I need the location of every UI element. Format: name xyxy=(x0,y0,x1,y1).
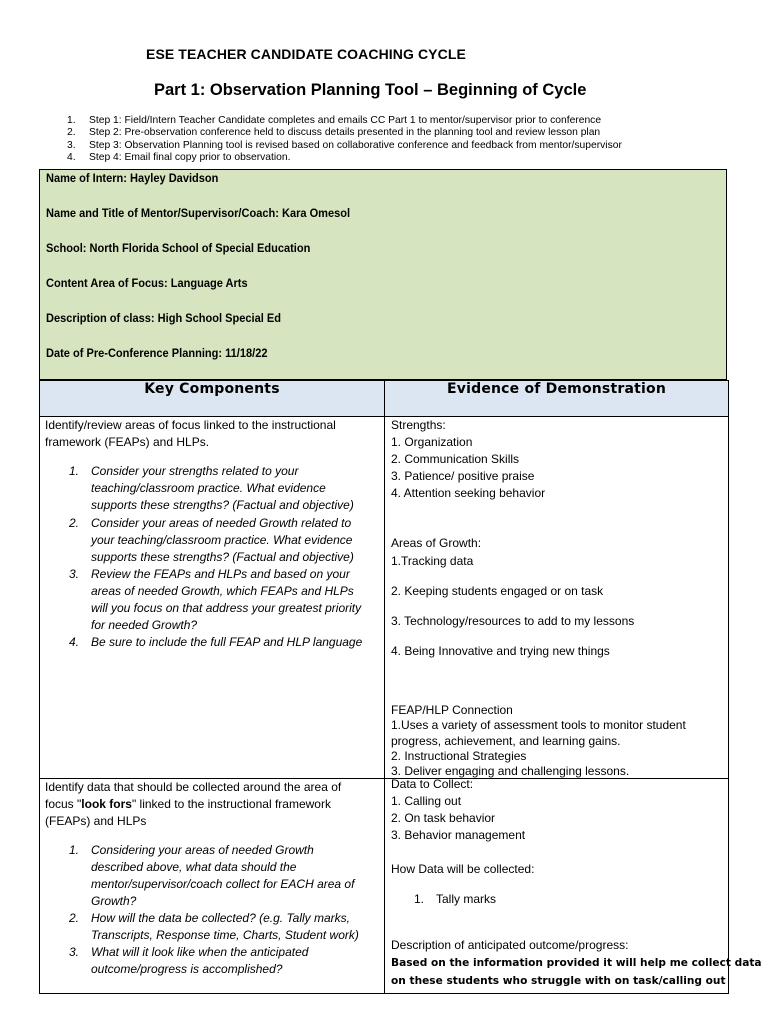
prompt-text: (FEAPs) and HLPs xyxy=(45,814,147,828)
strength-item: 1. Organization xyxy=(391,435,473,449)
step-item xyxy=(67,140,622,152)
how-label: How Data will be collected: xyxy=(391,862,535,876)
step-text: Step 2: Pre-observation conference held to discuss details presented in the planning tool and review lesson plan xyxy=(89,127,601,139)
focus-areas-evidence-cell xyxy=(385,417,729,779)
prompt-item-text: outcome/progress is accomplished? xyxy=(91,962,283,976)
prompt-item-text: Transcripts, Response time, Charts, Student work) xyxy=(91,928,359,942)
look-fors-bold: look fors xyxy=(81,797,132,811)
step-text: Step 3: Observation Planning tool is revised based on collaborative conference and feedback from mentor/supervisor xyxy=(89,139,622,151)
prompt-item-text: teaching/classroom practice. What evidence xyxy=(91,481,326,495)
prompt-item-text: for needed Growth? xyxy=(91,618,198,632)
outcome-text: Based on the information provided it will help me collect data xyxy=(391,957,762,969)
prompt-item-text: Growth? xyxy=(91,894,137,908)
strength-item: 2. Communication Skills xyxy=(391,452,520,466)
prompt-item-text: described above, what data should the xyxy=(91,860,297,874)
step-item xyxy=(67,152,622,164)
data-label: Data to Collect: xyxy=(391,777,474,791)
prompt-item-text: Consider your areas of needed Growth related to xyxy=(91,516,352,530)
step-item xyxy=(67,127,622,139)
feap-item: 1.Uses a variety of assessment tools to monitor student xyxy=(391,718,686,732)
prompt-item-number: 1. xyxy=(69,843,80,857)
steps-list xyxy=(67,115,622,165)
feap-item: progress, achievement, and learning gains. xyxy=(391,734,621,748)
outcome-label: Description of anticipated outcome/progress: xyxy=(391,938,629,952)
key-components-header: Key Components xyxy=(40,381,385,417)
step-number: 1. xyxy=(67,115,76,126)
evidence-header: Evidence of Demonstration xyxy=(385,381,729,417)
prompt-item-text: Consider your strengths related to your xyxy=(91,464,299,478)
data-item: 3. Behavior management xyxy=(391,828,526,842)
growth-label: Areas of Growth: xyxy=(391,536,482,550)
data-item: 2. On task behavior xyxy=(391,811,496,825)
prompt-item-text: Be sure to include the full FEAP and HLP language xyxy=(91,635,363,649)
table-row xyxy=(40,779,729,994)
prompt-item-number: 3. xyxy=(69,567,80,581)
prompt-item-text: supports these strengths? (Factual and objective) xyxy=(91,498,354,512)
document-title: ESE TEACHER CANDIDATE COACHING CYCLE xyxy=(146,46,466,62)
step-item xyxy=(67,115,622,127)
feap-label: FEAP/HLP Connection xyxy=(391,703,513,717)
data-collection-prompt-cell xyxy=(40,779,385,994)
table-header-row xyxy=(40,381,729,417)
prompt-item-text: supports these strengths? (Factual and objective) xyxy=(91,550,354,564)
candidate-info-box xyxy=(39,169,727,380)
how-item-number: 1. xyxy=(414,892,425,906)
prompt-item-text: How will the data be collected? (e.g. Tally marks, xyxy=(91,911,351,925)
step-number: 3. xyxy=(67,139,76,151)
intern-name: Name of Intern: Hayley Davidson xyxy=(46,171,219,185)
prompt-item-text: will you focus on that address your greatest priority xyxy=(91,601,362,615)
step-number: 2. xyxy=(67,127,76,139)
prompt-item-text: mentor/supervisor/coach collect for EACH area of xyxy=(91,877,355,891)
step-text: Step 4: Email final copy prior to observation. xyxy=(89,152,291,164)
prompt-item-number: 2. xyxy=(69,516,80,530)
data-item: 1. Calling out xyxy=(391,794,462,808)
prompt-item-number: 2. xyxy=(69,911,80,925)
growth-item: 4. Being Innovative and trying new things xyxy=(391,644,610,658)
prompt-item-text: your teaching/classroom practice. What evidence xyxy=(91,533,353,547)
mentor-name: Name and Title of Mentor/Supervisor/Coach: Kara Omesol xyxy=(46,206,351,220)
step-number: 4. xyxy=(67,152,76,164)
prompt-item-number: 3. xyxy=(69,945,80,959)
prompt-text: framework (FEAPs) and HLPs. xyxy=(45,435,210,449)
how-item: Tally marks xyxy=(436,892,497,906)
class-description: Description of class: High School Special Ed xyxy=(46,311,281,325)
prompt-text: Identify/review areas of focus linked to the instructional xyxy=(45,418,336,432)
prompt-item-number: 1. xyxy=(69,464,80,478)
prompt-item-text: areas of needed Growth, which FEAPs and HLPs xyxy=(91,584,354,598)
school-name: School: North Florida School of Special Education xyxy=(46,241,311,255)
data-collection-evidence-cell xyxy=(385,777,762,994)
prompt-item-text: Review the FEAPs and HLPs and based on your xyxy=(91,567,350,581)
growth-item: 1.Tracking data xyxy=(391,554,474,568)
strengths-label: Strengths: xyxy=(391,418,446,432)
prompt-text-part: focus " xyxy=(45,797,82,811)
feap-item: 3. Deliver engaging and challenging lessons. xyxy=(391,764,630,778)
prompt-text: Identify data that should be collected around the area of xyxy=(45,780,342,794)
prompt-item-number: 4. xyxy=(69,635,80,649)
content-area: Content Area of Focus: Language Arts xyxy=(46,276,248,290)
coaching-table xyxy=(39,380,762,994)
prompt-item-text: What will it look like when the anticipated xyxy=(91,945,309,959)
table-row xyxy=(40,417,729,779)
feap-item: 2. Instructional Strategies xyxy=(391,749,527,763)
growth-item: 3. Technology/resources to add to my lessons xyxy=(391,614,635,628)
step-text: Step 1: Field/Intern Teacher Candidate completes and emails CC Part 1 to mentor/supervisor prior to conference xyxy=(89,115,602,126)
outcome-text: on these students who struggle with on task/calling out xyxy=(391,975,726,987)
prompt-text-part: " linked to the instructional framework xyxy=(131,797,331,811)
growth-item: 2. Keeping students engaged or on task xyxy=(391,584,604,598)
strength-item: 3. Patience/ positive praise xyxy=(391,469,535,483)
part-title: Part 1: Observation Planning Tool – Beginning of Cycle xyxy=(154,81,587,99)
strength-item: 4. Attention seeking behavior xyxy=(391,486,546,500)
pre-conference-date: Date of Pre-Conference Planning: 11/18/22 xyxy=(46,346,268,360)
prompt-text-look-fors xyxy=(45,796,331,813)
prompt-item-text: Considering your areas of needed Growth xyxy=(91,843,314,857)
focus-areas-prompt-cell xyxy=(40,417,385,779)
